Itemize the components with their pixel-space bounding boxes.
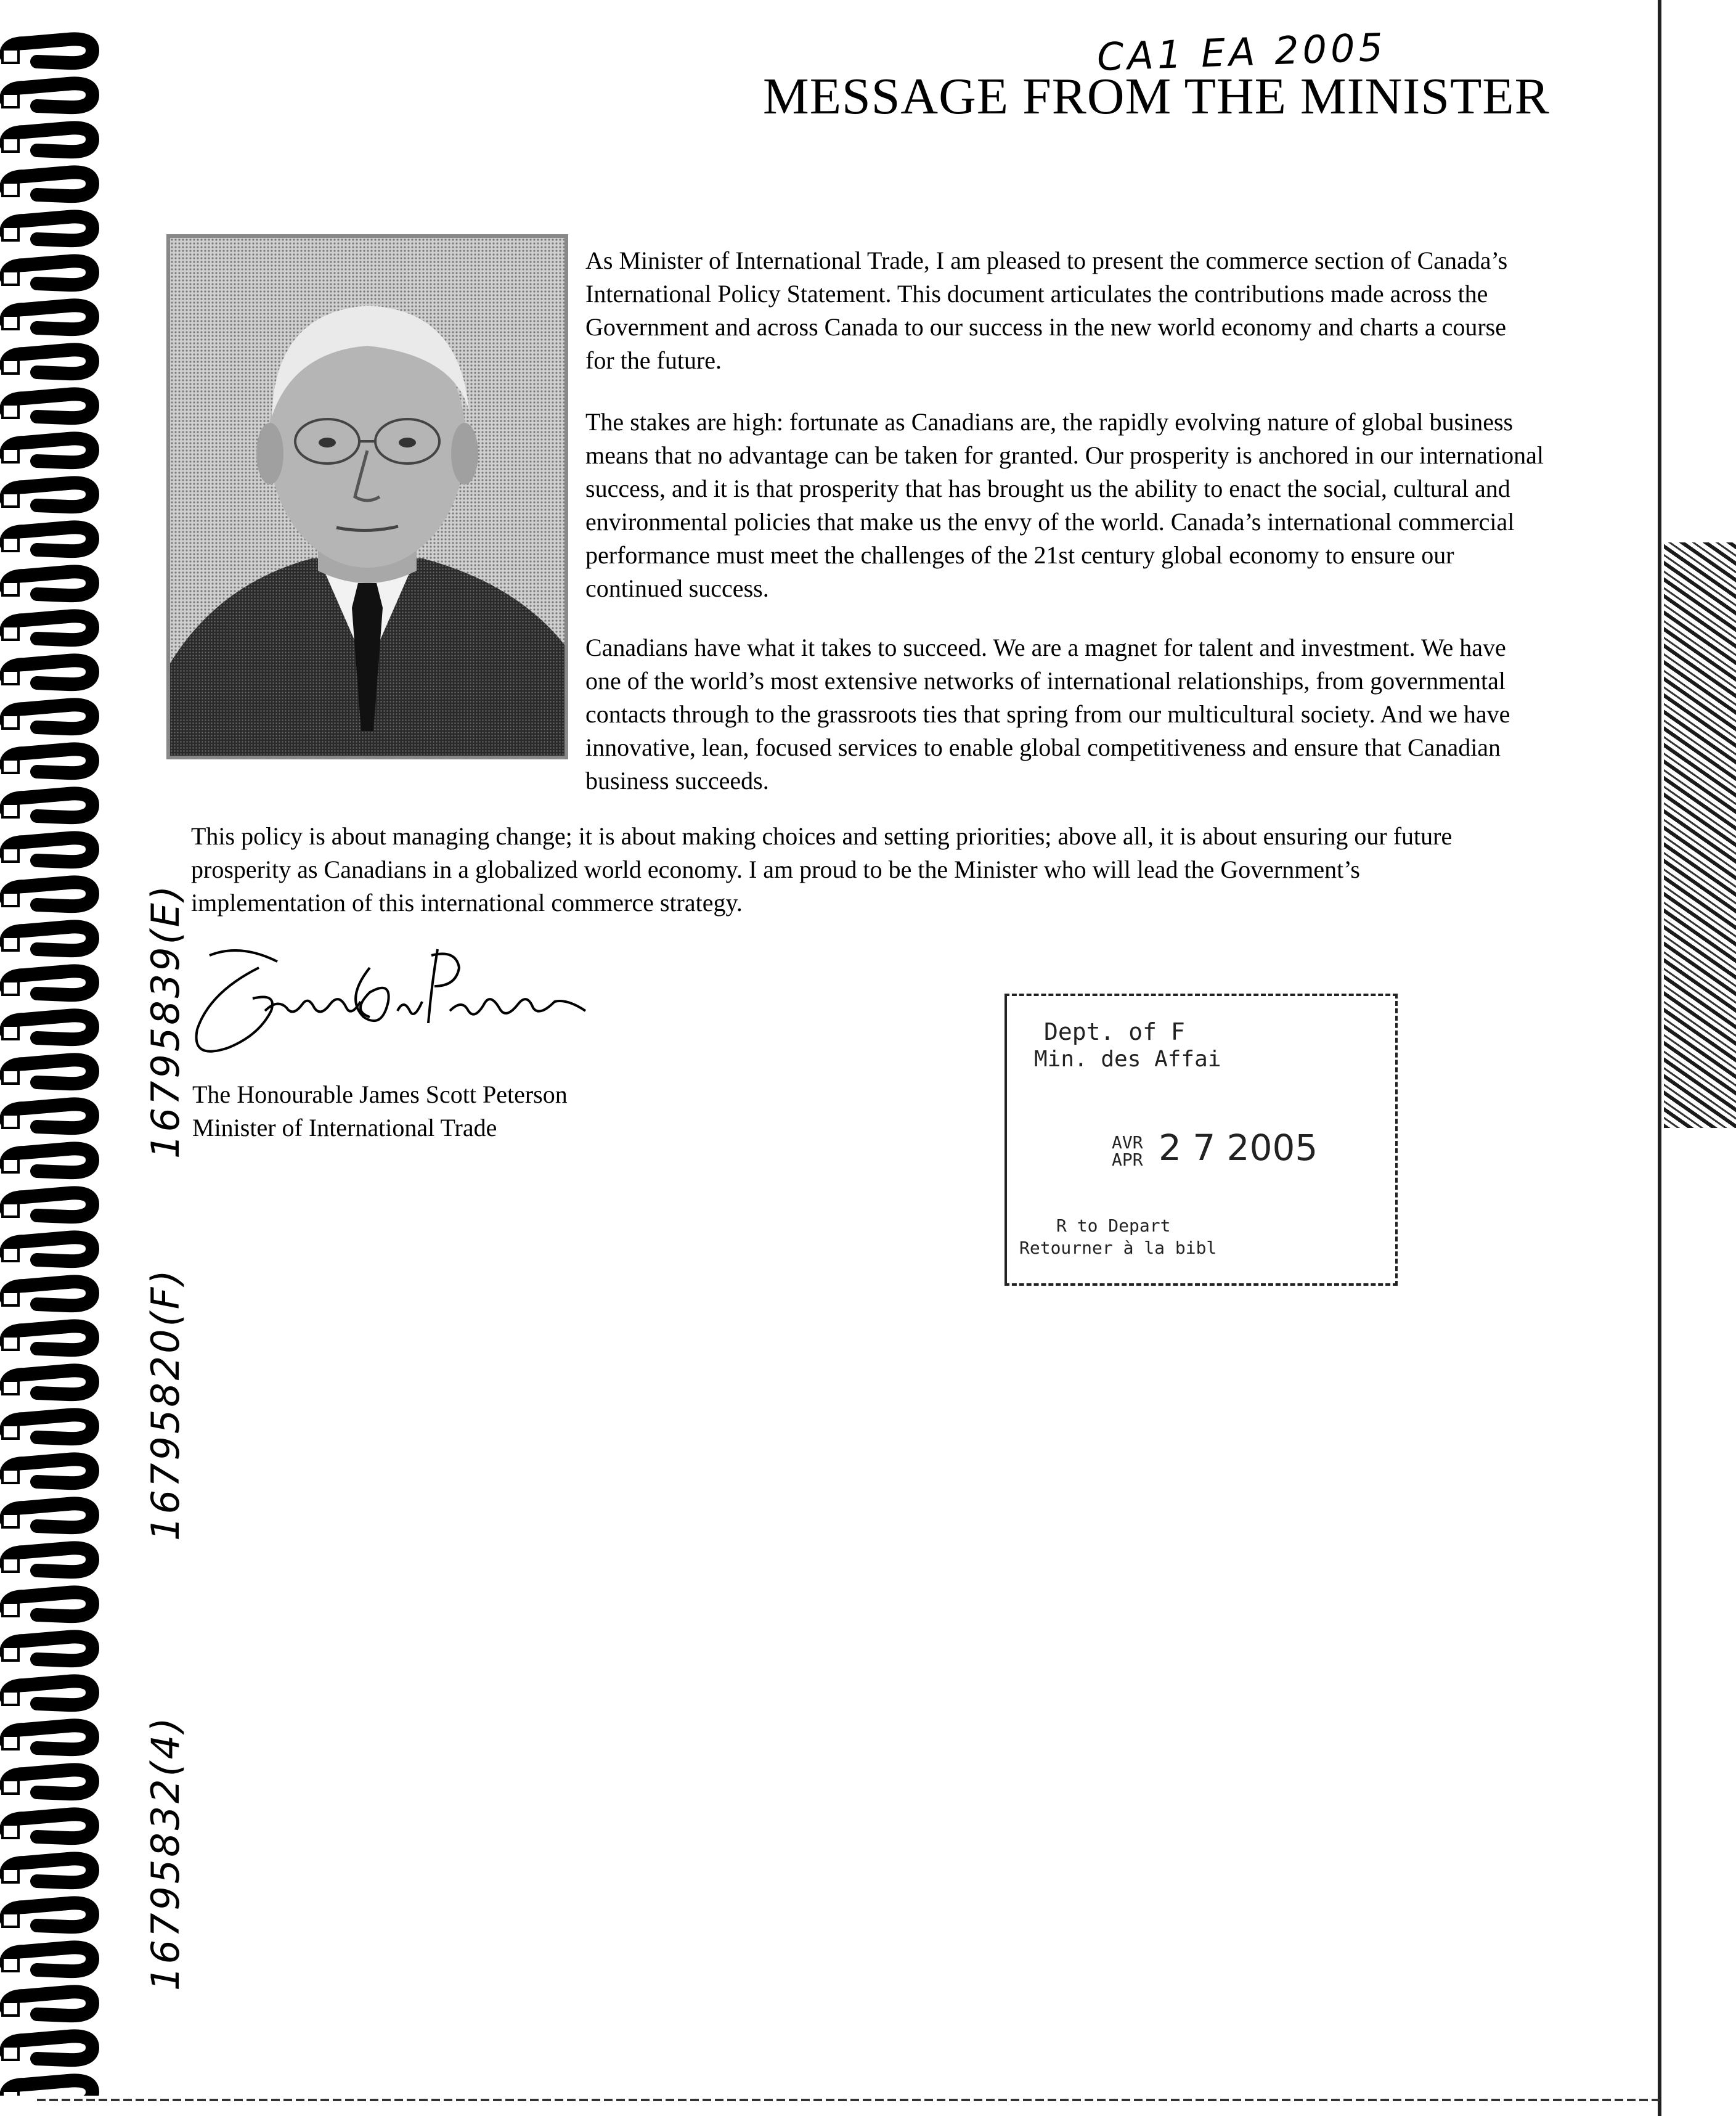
binding-hole [2,1381,18,1394]
binding-hole [2,1159,18,1172]
binding-hole [2,2046,18,2060]
binding-hole [2,848,18,862]
binding-hole [2,1558,18,1572]
binding-hole [2,94,18,107]
page-edge-texture [1664,542,1736,1128]
page-edge-line [1658,0,1661,2116]
binding-hole [2,271,18,285]
handwritten-number-3: 16795832(4) [143,1715,188,1991]
binding-hole [2,671,18,684]
binding-hole [2,981,18,995]
binding-hole [2,1913,18,1927]
minister-signature [185,943,592,1066]
binding-hole [2,2091,18,2096]
binding-hole [2,1603,18,1616]
spiral-binding [0,25,117,2096]
binding-hole [2,1958,18,1971]
signatory-title: Minister of International Trade [192,1114,497,1142]
binding-hole [2,937,18,950]
stamp-return-note: R to Depart [1056,1215,1171,1236]
paragraph-policy: This policy is about managing change; it is about making choices and setting priorities; above all, it is about ensuring our future prosperity as Canadians in a globalized world economy. I am proud to be the Minister who will lead the Government’s implementation of this international commerce strategy. [191,822,1453,917]
page-title: MESSAGE FROM THE MINISTER [763,68,1550,125]
binding-hole [2,537,18,551]
binding-hole [2,626,18,640]
binding-hole [2,404,18,418]
stamp-return-note-fr: Retourner à la bibl [1019,1238,1217,1258]
binding-hole [2,1425,18,1439]
binding-hole [2,1691,18,1705]
binding-hole [2,1070,18,1084]
handwritten-number-1: 16795839(E) [143,883,188,1159]
catalog-number-handwritten: CA1 EA 2005 [1096,24,1388,80]
binding-hole [2,1869,18,1882]
binding-hole [2,715,18,729]
binding-hole [2,360,18,374]
binding-hole [2,1647,18,1661]
binding-hole [2,49,18,63]
binding-hole [2,1736,18,1749]
binding-hole [2,1780,18,1794]
binding-hole [2,138,18,152]
binding-hole [2,582,18,595]
binding-hole [2,1824,18,1838]
binding-hole [2,449,18,462]
bottom-edge-line [37,2099,1664,2101]
binding-hole [2,1514,18,1527]
binding-hole [2,759,18,773]
stamp-department: Dept. of F [1044,1018,1185,1045]
binding-hole [2,182,18,196]
binding-hole [2,1026,18,1039]
binding-hole [2,493,18,507]
binding-hole [2,804,18,817]
binding-hole [2,1114,18,1128]
binding-hole [2,227,18,240]
handwritten-number-2: 16795820(F) [143,1267,188,1541]
binding-hole [2,1248,18,1261]
paragraph-strengths: Canadians have what it takes to succeed. We are a magnet for talent and investment. We have one of the world’s most extensive networks of international relationships, from governmental contacts through to the grassroots ties that spring from our multicultural society. And we have innovative, lean, focused services to enable global competitiveness and ensure that Canadian business succeeds. [585,634,1510,795]
stamp-ministry: Min. des Affai [1034,1047,1221,1072]
paragraph-intro: As Minister of International Trade, I am pleased to present the commerce section of Canada’s International Policy Statement. This document articulates the contributions made across the Government and across Canada to our success in the new world economy and charts a course for the future. [585,247,1508,374]
binding-hole [2,2002,18,2016]
received-stamp [1005,994,1398,1286]
portrait-image [170,238,564,756]
stamp-month: AVR APR [1112,1132,1143,1170]
binding-hole [2,316,18,329]
binding-hole [2,1292,18,1305]
binding-hole [2,1336,18,1350]
paragraph-stakes: The stakes are high: fortunate as Canadians are, the rapidly evolving nature of global business means that no advantage can be taken for granted. Our prosperity is anchored in our international success, and it is that prosperity that has brought us the ability to enact the social, cultural and environmental policies that make us the envy of the world. Canada’s international commercial performance must meet the challenges of the 21st century global economy to ensure our continued success. [585,408,1544,602]
binding-hole [2,893,18,906]
stamp-date: 2 7 2005 [1159,1127,1318,1169]
signatory-name: The Honourable James Scott Peterson [192,1080,568,1108]
binding-hole [2,1469,18,1483]
binding-hole [2,1203,18,1217]
minister-portrait [166,234,568,759]
